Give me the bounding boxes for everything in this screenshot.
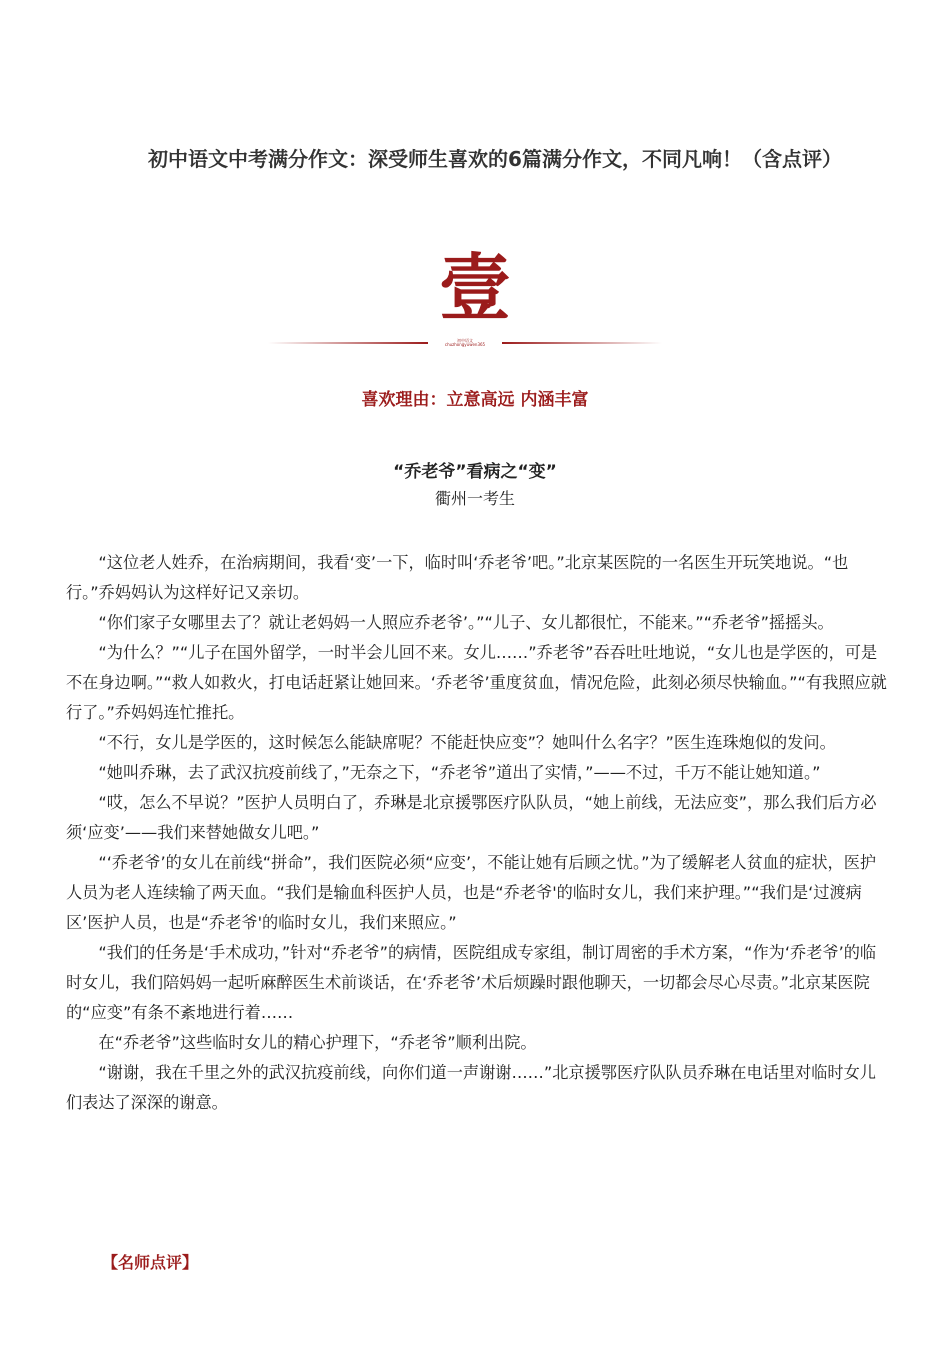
essay-paragraph: 在“乔老爷”这些临时女儿的精心护理下，“乔老爷”顺利出院。 [98, 1033, 537, 1052]
essay-paragraph: “‘乔老爷’的女儿在前线“拼命”，我们医院必须“应变’，不能让她有后顾之忧。”为了缓解老人贫血的症状，医护人员为老人连续输了两天血。“我们是输血科医护人员，也是“乔老爷'的临时女儿，我们来护理。”“我们是‘过渡病区’医护人员，也是“乔老爷'的临时女儿，我们来照应。” [66, 853, 877, 932]
essay-paragraph: “为什么？”“儿子在国外留学，一时半会儿回不来。女儿……”乔老爷”吞吞吐吐地说，“女儿也是学医的，可是不在身边啊。”“救人如救火，打电话赶紧让她回来。‘乔老爷’重度贫血，情况危险，此刻必须尽快输血。”“有我照应就行了。”乔妈妈连忙推托。 [66, 643, 887, 722]
essay-author: 衢州一考生 [434, 489, 515, 508]
essay-paragraph: “不行，女儿是学医的，这时候怎么能缺席呢？不能赶快应变”？她叫什么名字？”医生连珠炮似的发问。 [98, 733, 836, 752]
essay-paragraph: “哎，怎么不早说？”医护人员明白了，乔琳是北京援鄂医疗队队员，“她上前线，无法应变”，那么我们后方必须‘应变’——我们来替她做女儿吧。” [66, 793, 877, 842]
essay-title: “乔老爷”看病之“变” [393, 462, 557, 482]
divider-stamp [440, 339, 490, 347]
essay-paragraph: “谢谢，我在千里之外的武汉抗疫前线，向你们道一声谢谢……”北京援鄂医疗队队员乔琳在电话里对临时女儿们表达了深深的谢意。 [66, 1063, 876, 1112]
page-title: 初中语文中考满分作文：深受师生喜欢的6篇满分作文，不同凡响！（含点评） [148, 147, 842, 171]
ornamental-divider [268, 340, 662, 346]
divider-stamp-line2: chuzhongyuwen365 [444, 342, 486, 347]
teacher-comment-header: 【名师点评】 [102, 1253, 199, 1272]
divider-stamp-line1: 初中语文 [457, 338, 473, 343]
essay-paragraph: “这位老人姓乔，在治病期间，我看‘变’一下，临时叫‘乔老爷’吧。”北京某医院的一名医生开玩笑地说。“也行。”乔妈妈认为这样好记又亲切。 [66, 553, 849, 602]
divider-line-right [502, 342, 662, 344]
divider-line-left [268, 342, 428, 344]
essay-paragraph: “你们家子女哪里去了？就让老妈妈一人照应乔老爷’。”“儿子、女儿都很忙，不能来。”“乔老爷”摇摇头。 [98, 613, 834, 632]
essay-paragraph: “我们的任务是‘手术成功，”针对“乔老爷”的病情，医院组成专家组，制订周密的手术方案，“作为‘乔老爷’的临时女儿，我们陪妈妈一起听麻醉医生术前谈话，在‘乔老爷’术后烦躁时跟他聊天，一切都会尽心尽责。”北京某医院的“应变”有条不紊地进行着…… [66, 943, 877, 1022]
essay-paragraph: “她叫乔琳，去了武汉抗疫前线了，”无奈之下，“乔老爷”道出了实情，”——不过，千万不能让她知道。” [98, 763, 821, 782]
selection-reason: 喜欢理由：立意高远 内涵丰富 [361, 390, 589, 410]
essay-body [66, 548, 888, 1118]
section-numeral: 壹 [438, 245, 511, 330]
